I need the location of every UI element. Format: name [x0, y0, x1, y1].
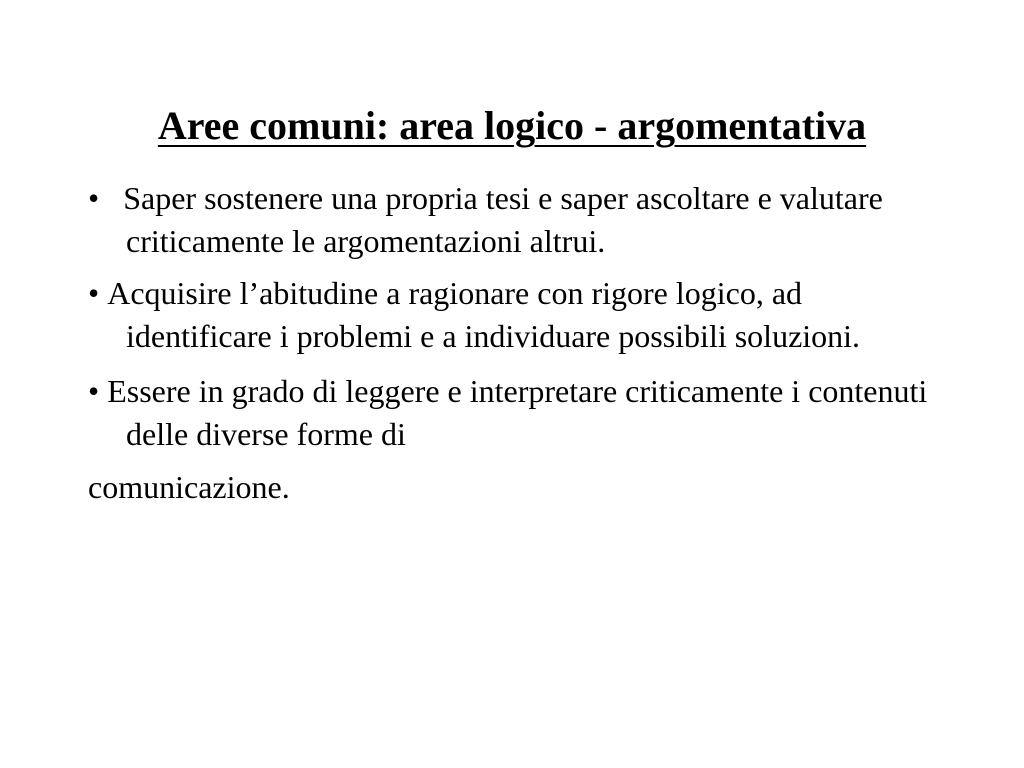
slide-body [88, 177, 948, 509]
bullet-text-2: Acquisire l’abitudine a ragionare con rigore logico, ad identificare i problemi e a individuare possibili soluzioni. [107, 275, 861, 354]
bullet-icon: • [88, 275, 100, 311]
slide-title: Aree comuni: area logico - argomentativa [157, 103, 867, 148]
bullet-icon: • [88, 373, 100, 409]
bullet-item-1 [88, 177, 948, 263]
bullet-icon: • [88, 180, 100, 216]
bullet-text-3: Essere in grado di leggere e interpretare criticamente i contenuti delle diverse forme di [107, 373, 928, 452]
continuation-line: comunicazione. [88, 469, 290, 505]
bullet-text-1: Saper sostenere una propria tesi e saper ascoltare e valutare criticamente le argomentazioni altrui. [123, 180, 883, 259]
bullet-item-2 [88, 272, 948, 358]
bullet-item-3 [88, 370, 948, 456]
